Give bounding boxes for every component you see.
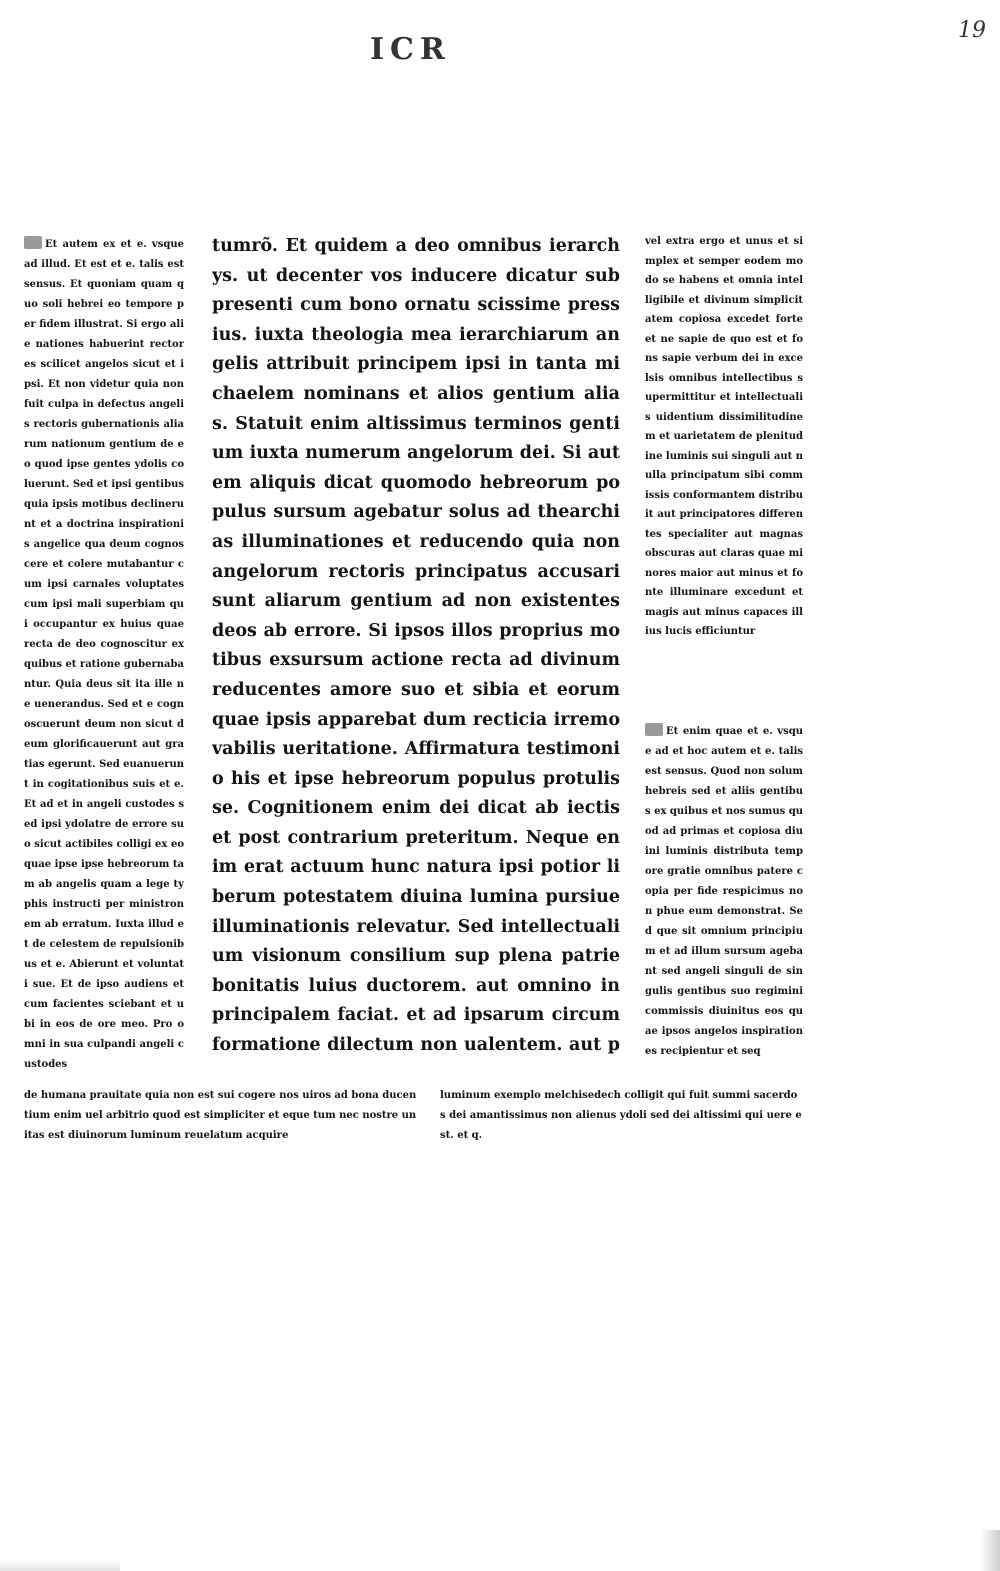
bottom-gloss-right-text: luminum exemplo melchisedech colligit qui fuit summi sacerdos dei amantissimus non alienus ydoli sed dei altissimi qui uere est. et q. (440, 1090, 802, 1141)
page-edge-mark (980, 1530, 1000, 1571)
left-gloss-column (24, 235, 184, 1090)
right-gloss-column-top (645, 232, 803, 687)
right-gloss-column-bottom (645, 722, 803, 1084)
main-text: tumrõ. Et quidem a deo omnibus ierarchys. ut decenter vos inducere dicatur sub presenti cum bono ornatu scissime pressius. iuxta theologia mea ierarchiarum angelis attribuit principem ipsi in tanta michaelem nominans et alios gentium alias. Statuit enim altissimus terminos gentium iuxta numerum angelorum dei. Si autem aliquis dicat quomodo hebreorum populus sursum agebatur solus ad thearchias illuminationes et reducendo quia non angelorum rectoris principatus accusari sunt aliarum gentium ad non existentes deos ab errore. Si ipsos illos proprius motibus exsursum actione recta ad divinum reducentes amore suo et sibia et eorum quae ipsis apparebat dum recticia irremovabilis ueritatione. Affirmatura testimonio his et ipse hebreorum populus protulisse. Cognitionem enim dei dicat ab iectis et post contrarium preteritum. Neque enim erat actuum hunc natura ipsi potior liberum potestatem diuina lumina pursiue illuminationis relevatur. Sed intellectualium visionum consilium sup plena patrie bonitatis luius ductorem. aut omnino in principalem faciat. et ad ipsarum circumformatione dilectum non ualentem. aut p (212, 236, 620, 1056)
rubricated-initial (645, 723, 663, 736)
page-bottom-edge (0, 1560, 120, 1571)
left-gloss-text: Et autem ex et e. vsque ad illud. Et est et e. talis est sensus. Et quoniam quam quo soli hebrei eo tempore per fidem illustrat. Si ergo alie nationes habuerint rectores scilicet angelos sicut et ipsi. Et non videtur quia non fuit culpa in defectus angelis rectoris gubernationis aliarum nationum gentium de eo quod ipse gentes ydolis coluerunt. Sed et ipsi gentibus quia ipsis motibus declinerunt et a doctrina inspirationis angelice qua deum cognoscere et colere mutabantur cum ipsi carnales voluptates cum ipsi mali superbiam qui occupantur ex huius quae recta de deo cognoscitur ex quibus et ratione gubernabantur. Quia deus sit ita ille ne uenerandus. Sed et e cognoscuerunt deum non sicut deum glorificauerunt aut gratias egerunt. Sed euanuerunt in cogitationibus suis et e. Et ad et in angeli custodes sed ipsi ydolatre de errore suo sicut actibiles colligi ex eo quae ipse ipse hebreorum tam ab angelis quam a lege typhis instructi per ministronem ab erratum. Iuxta illud et de celestem de repulsionibus et e. Abierunt et voluntati sue. Et de ipso audiens et cum facientes sciebant et ubi in eos de ore meo. Pro omni in sua culpandi angeli custodes (24, 239, 184, 1070)
right-gloss-top-text: vel extra ergo et unus et simplex et semper eodem modo se habens et omnia intelligibile et divinum simplicitatem copiosa excedet forte et ne sapie de quo est et fons sapie verbum dei in excelsis omnibus intellectibus supermittitur et intellectualis uidentium dissimilitudinem et uarietatem de plenitudine luminis sui singuli aut nulla principatum sibi commissis conformantem distribuit aut principatores differentes specialiter aut magnas obscuras aut claras quae minores maior aut minus et fonte illuminare excedunt et magis aut minus capaces illius lucis efficiuntur (645, 236, 803, 637)
folio-number: 19 (958, 18, 986, 43)
rubricated-initial (24, 236, 42, 249)
bottom-gloss-left (24, 1086, 419, 1146)
bottom-gloss-left-text: de humana prauitate quia non est sui cogere nos uiros ad bona ducentium enim uel arbitrio quod est simpliciter et eque tum nec nostre unitas est diuinorum luminum reuelatum acquire (24, 1090, 417, 1141)
main-text-column (212, 232, 620, 1057)
right-gloss-bottom-text: Et enim quae et e. vsque ad et hoc autem et e. talis est sensus. Quod non solum hebreis sed et aliis gentibus ex quibus et nos sumus quod ad primas et copiosa diuini luminis distributa tempore gratie omnibus patere copia per fide respicimus non phue eum demonstrat. Sed que sit omnium principium et ad illum sursum agebant sed angeli singuli de singulis gentibus suo regimini commissis diuinitus eos quae ipsos angelos inspirationes recipientur et seq (645, 726, 803, 1057)
header-mark: ICR (370, 32, 451, 67)
bottom-gloss-right (440, 1086, 802, 1146)
